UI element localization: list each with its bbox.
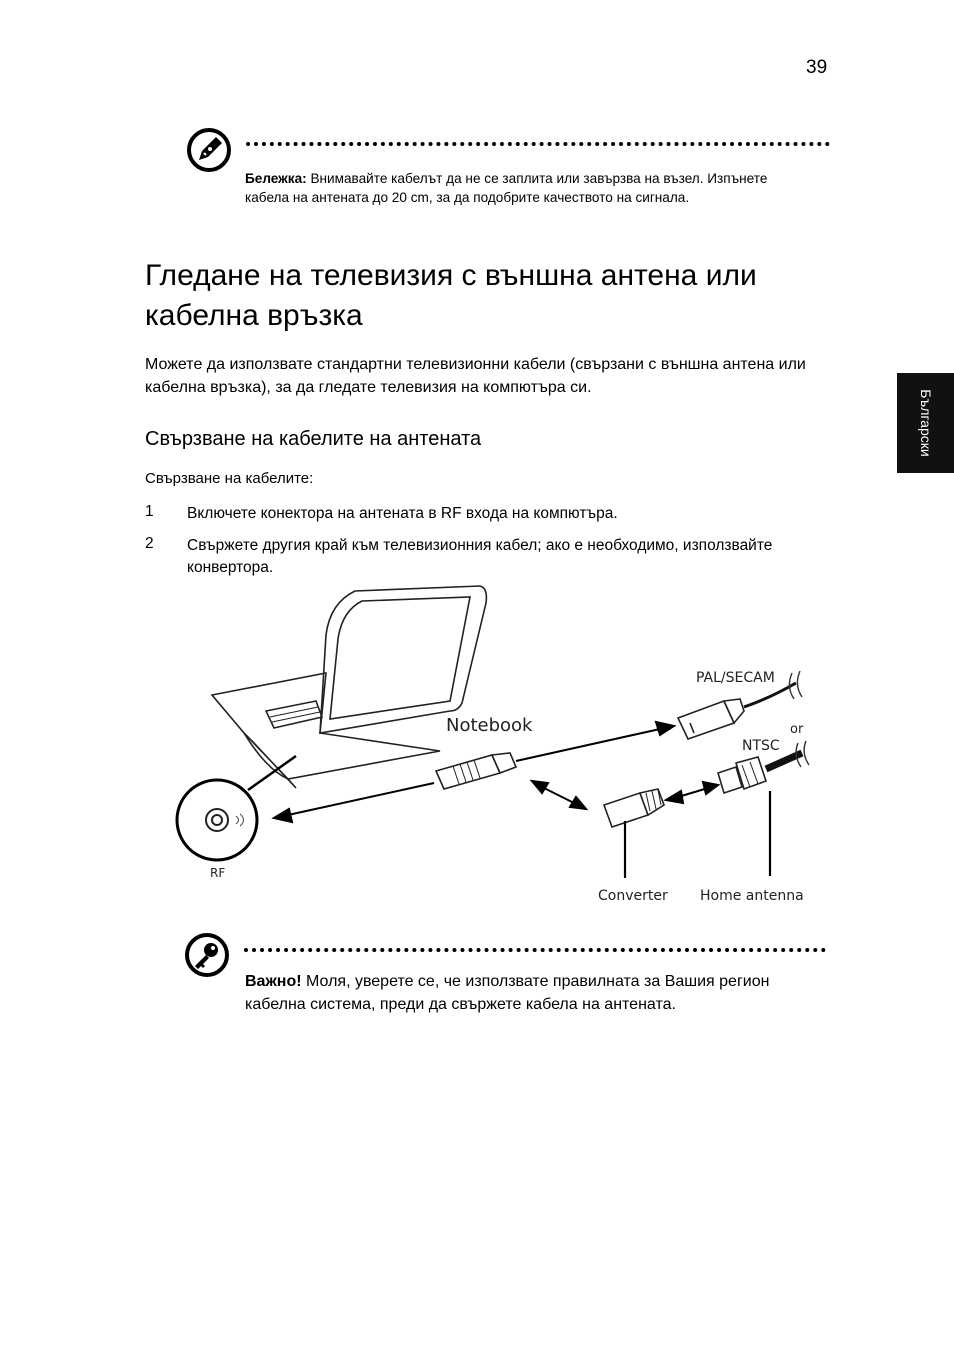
key-important-icon [184,932,230,978]
zoom-line [248,756,296,790]
or-label: or [790,722,804,737]
step-text: Включете конектора на антената в RF входа на компютъра. [187,505,618,522]
language-label: Български [917,389,934,457]
pal-cable [744,683,796,707]
pal-plug-illustration [678,699,744,739]
note-text [245,169,805,207]
subsection-heading: Свързване на кабелите на антената [145,428,482,450]
pen-note-icon [186,127,232,173]
rf-port-zoom [177,780,257,860]
intro-paragraph: Можете да използвате стандартни телевизионни кабели (свързани с външна антена или кабелна връзка), за да гледате телевизия на компютъра си. [145,356,806,396]
notebook-label: Notebook [446,715,533,736]
note-divider [246,142,830,146]
step-text: Свържете другия край към телевизионния кабел; ако е необходимо, използвайте конвертора. [187,537,773,576]
pal-secam-label: PAL/SECAM [696,670,775,686]
important-text [245,970,825,1016]
step-number: 2 [145,535,154,552]
section-heading: Гледане на телевизия с външна антена или кабелна връзка [145,259,757,332]
ntsc-label: NTSC [742,738,780,754]
important-body: Моля, уверете се, че използвате правилната за Вашия регион кабелна система, преди да свържете кабела на антената. [245,973,770,1013]
coax-plug-illustration [436,753,516,789]
important-divider [244,948,826,952]
important-label: Важно! [245,973,302,990]
steps-lead: Свързване на кабелите: [145,470,314,487]
step-number: 1 [145,503,154,520]
antenna-connector-illustration [718,757,766,793]
converter-illustration [604,789,664,827]
rf-label: RF [210,866,226,880]
home-antenna-label: Home antenna [700,888,804,904]
converter-label: Converter [598,888,668,904]
language-side-tab [897,373,954,473]
page-number: 39 [806,57,828,78]
note-body: Внимавайте кабелът да не се заплита или завързва на възел. Изпънете кабела на антената до 20 cm, за да подобрите качеството на сигнала. [245,171,768,205]
laptop-illustration [212,586,486,788]
antenna-connection-diagram [170,583,820,913]
note-label: Бележка: [245,171,307,186]
